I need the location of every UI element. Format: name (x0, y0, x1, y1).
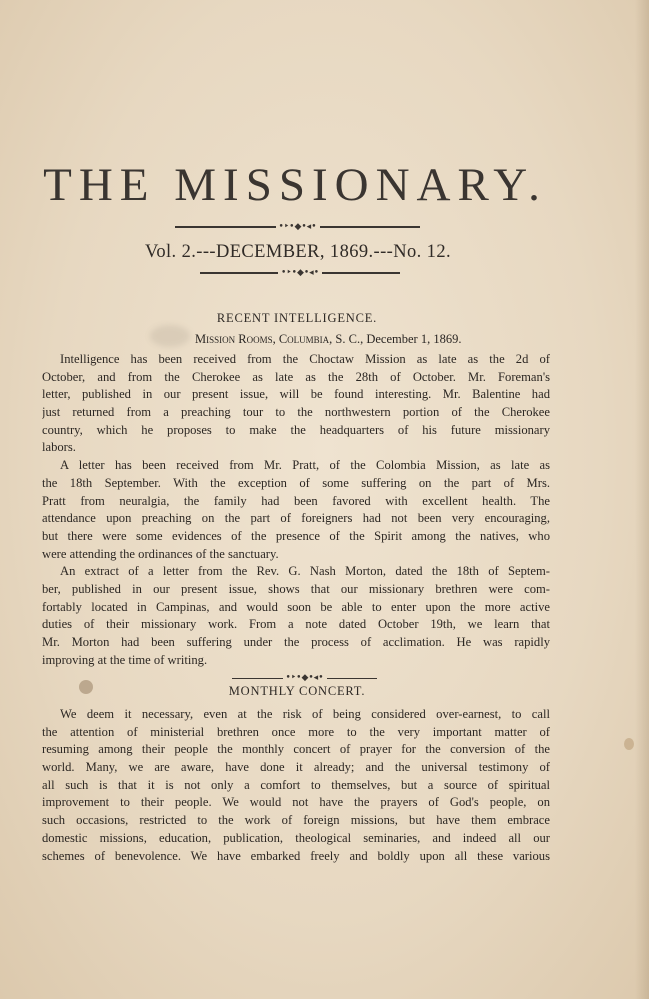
paper-smudge (150, 325, 190, 347)
text-line: letter, published in our present issue, will be found interesting. Mr. Balentine had (42, 387, 550, 402)
page-edge-shadow (635, 0, 649, 999)
text-line: labors. (42, 440, 76, 455)
text-line: attendance upon preaching on the part of foreigners had not been very encouraging, (42, 511, 550, 526)
rule-ornament: •‣•◆•◂• (281, 268, 319, 278)
ornamental-rule (175, 224, 420, 230)
text-line: October, and from the Cherokee as late as the 28th of October. Mr. Foreman's (42, 369, 550, 384)
ornamental-rule (200, 270, 400, 276)
text-line: such occasions, restricted to the work of foreign missions, but have them embrace (42, 813, 550, 828)
text-line: improvement to their people. We would not have the prayers of God's people, on (42, 795, 550, 810)
text-line: ber, published in our present issue, shows that our missionary brethren were com- (42, 581, 550, 596)
text-line: resuming among their people the monthly concert of prayer for the conversion of the (42, 742, 550, 757)
dateline-place: Mission Rooms, Columbia, S. C., (195, 332, 364, 346)
section-body-recent-intelligence (42, 351, 550, 669)
masthead-title: THE MISSIONARY. (43, 159, 547, 211)
text-line: An extract of a letter from the Rev. G. Nash Morton, dated the 18th of Septem- (60, 564, 550, 579)
text-line: Mr. Morton had been suffering under the process of acclimation. He was rapidly (42, 635, 550, 649)
section-heading-recent-intelligence: RECENT INTELLIGENCE. (216, 311, 378, 325)
dateline-date: December 1, 1869. (366, 332, 462, 346)
paper-stain (624, 738, 634, 750)
text-line: country, which he proposes to make the headquarters of his future missionary (42, 422, 550, 437)
text-line: were attending the ordinances of the sanctuary. (42, 546, 279, 561)
rule-ornament: •‣•◆•◂• (285, 673, 324, 683)
text-line: all such is that it is not only a comfort to themselves, but a source of spiritual (42, 777, 550, 792)
text-line: fortably located in Campinas, and would soon be able to enter upon the more active (42, 599, 550, 614)
text-line: the attention of ministerial brethren once more to the very important matter of (42, 724, 550, 739)
issue-line: Vol. 2.---DECEMBER, 1869.---No. 12. (144, 242, 452, 262)
ornamental-rule (232, 675, 377, 681)
text-line: just returned from a preaching tour to the northwestern portion of the Cherokee (42, 405, 550, 420)
text-line: duties of their missionary work. From a note dated October 19th, we learn that (42, 617, 550, 632)
text-line: domestic missions, education, publication, theological seminaries, and indeed all our (42, 830, 550, 845)
text-line: schemes of benevolence. We have embarked freely and boldly upon all these various (42, 848, 550, 863)
text-line: A letter has been received from Mr. Pratt, of the Colombia Mission, as late as (60, 458, 550, 473)
text-line: We deem it necessary, even at the risk of being considered over-earnest, to call (60, 707, 550, 721)
text-line: world. Many, we are aware, have done it already; and the universal testimony of (42, 760, 550, 775)
rule-ornament: •‣•◆•◂• (278, 222, 317, 232)
text-line: Pratt from neuralgia, the family had been favored with excellent health. The (42, 493, 550, 508)
text-line: improving at the time of writing. (42, 652, 208, 667)
text-line: but there were some evidences of the presence of the Spirit among the natives, who (42, 528, 550, 543)
section-heading-monthly-concert: MONTHLY CONCERT. (228, 684, 366, 698)
text-line: Intelligence has been received from the Choctaw Mission as late as the 2d of (60, 352, 550, 366)
text-line: the 18th September. With the exception of some suffering on the part of Mrs. (42, 475, 550, 490)
section-body-monthly-concert (42, 706, 550, 865)
dateline (195, 332, 545, 347)
